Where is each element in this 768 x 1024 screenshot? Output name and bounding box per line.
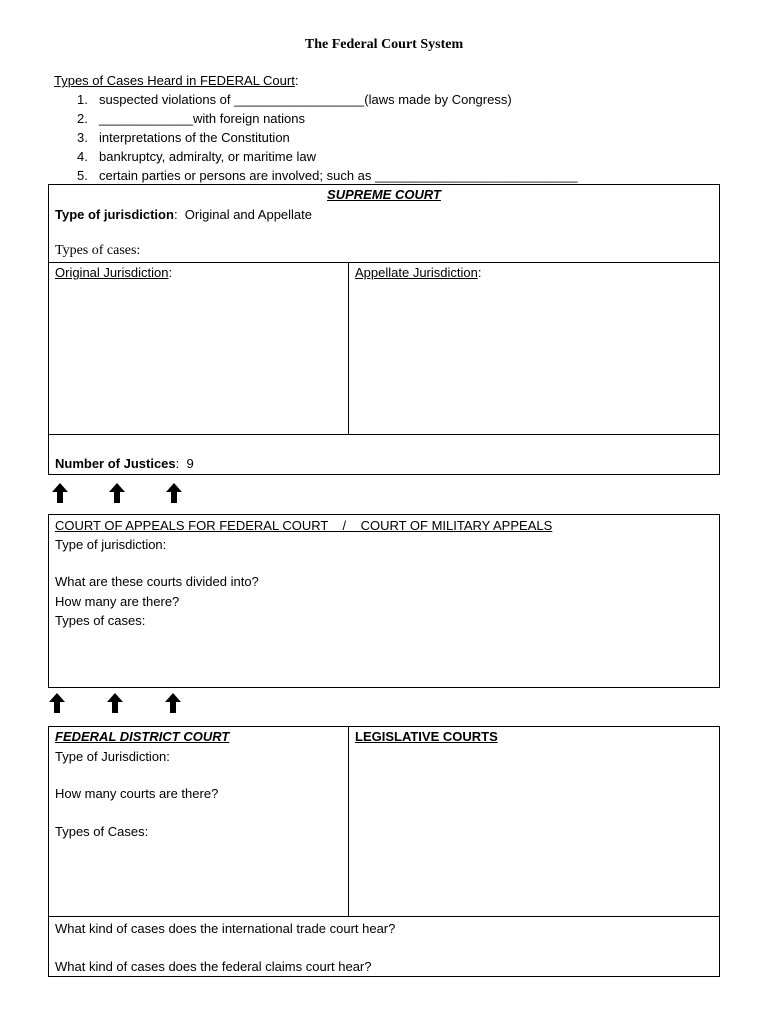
list-item-number: 5. xyxy=(77,168,88,183)
list-item-number: 3. xyxy=(77,130,88,145)
original-jurisdiction-colon: : xyxy=(168,265,173,280)
original-jurisdiction-cell xyxy=(48,262,349,435)
list-item xyxy=(54,90,734,109)
federal-district-court-cell xyxy=(48,726,349,917)
case-types-list xyxy=(54,90,734,185)
district-jurisdiction-question: Type of Jurisdiction: xyxy=(55,749,170,764)
list-item-text: suspected violations of __________________(laws made by Congress) xyxy=(99,92,512,107)
legislative-courts-cell xyxy=(348,726,720,917)
arrow-up-icon xyxy=(46,692,68,714)
appeals-divided-question: What are these courts divided into? xyxy=(55,574,259,589)
page-title: The Federal Court System xyxy=(304,37,464,52)
case-types-heading-text: Types of Cases Heard in FEDERAL Court xyxy=(54,73,295,88)
appellate-jurisdiction-line xyxy=(355,265,481,280)
arrow-up-icon xyxy=(49,482,71,504)
court-of-appeals-heading: COURT OF APPEALS FOR FEDERAL COURT / COURT OF MILITARY APPEALS xyxy=(55,518,553,533)
supreme-jurisdiction-colon: : xyxy=(173,207,178,222)
original-jurisdiction-label: Original Jurisdiction xyxy=(55,265,169,280)
arrow-up-icon xyxy=(104,692,126,714)
federal-district-court-heading: FEDERAL DISTRICT COURT xyxy=(55,729,230,744)
case-types-heading-colon: : xyxy=(294,73,299,88)
appeals-count-question: How many are there? xyxy=(55,594,180,609)
arrow-up-icon xyxy=(162,692,184,714)
supreme-jurisdiction-label: Type of jurisdiction xyxy=(55,207,174,222)
justices-value: 9 xyxy=(186,456,194,471)
list-item-number: 1. xyxy=(77,92,88,107)
list-item-number: 4. xyxy=(77,149,88,164)
case-types-heading xyxy=(54,72,734,90)
appellate-jurisdiction-colon: : xyxy=(477,265,482,280)
list-item xyxy=(54,147,734,166)
list-item-text: bankruptcy, admiralty, or maritime law xyxy=(99,149,316,164)
claims-court-question: What kind of cases does the federal claims court hear? xyxy=(55,959,372,974)
supreme-court-box xyxy=(48,184,720,263)
list-item-text: _____________with foreign nations xyxy=(99,111,306,126)
justices-line xyxy=(55,456,194,471)
supreme-jurisdiction-line xyxy=(55,207,312,222)
list-item-number: 2. xyxy=(77,111,88,126)
appeals-jurisdiction-question: Type of jurisdiction: xyxy=(55,537,167,552)
case-types-section xyxy=(54,72,734,185)
legislative-questions-box xyxy=(48,916,720,977)
justices-label: Number of Justices xyxy=(55,456,176,471)
original-jurisdiction-line xyxy=(55,265,172,280)
supreme-types-label: Types of cases: xyxy=(55,243,141,258)
supreme-court-heading xyxy=(49,187,719,202)
list-item-text: interpretations of the Constitution xyxy=(99,130,290,145)
list-item xyxy=(54,166,734,185)
arrow-up-icon xyxy=(106,482,128,504)
list-item-text: certain parties or persons are involved; such as ____________________________ xyxy=(99,168,578,183)
supreme-court-heading-text: SUPREME COURT xyxy=(327,187,441,202)
supreme-jurisdiction-value: Original and Appellate xyxy=(184,207,312,222)
justices-box xyxy=(48,434,720,475)
list-item xyxy=(54,128,734,147)
legislative-courts-heading: LEGISLATIVE COURTS xyxy=(355,729,498,744)
list-item xyxy=(54,109,734,128)
trade-court-question: What kind of cases does the international trade court hear? xyxy=(55,921,396,936)
court-of-appeals-box xyxy=(48,514,720,688)
appellate-jurisdiction-cell xyxy=(348,262,720,435)
district-types-question: Types of Cases: xyxy=(55,824,149,839)
justices-colon: : xyxy=(175,456,180,471)
arrow-up-icon xyxy=(163,482,185,504)
appellate-jurisdiction-label: Appellate Jurisdiction xyxy=(355,265,478,280)
district-count-question: How many courts are there? xyxy=(55,786,219,801)
appeals-types-question: Types of cases: xyxy=(55,613,146,628)
